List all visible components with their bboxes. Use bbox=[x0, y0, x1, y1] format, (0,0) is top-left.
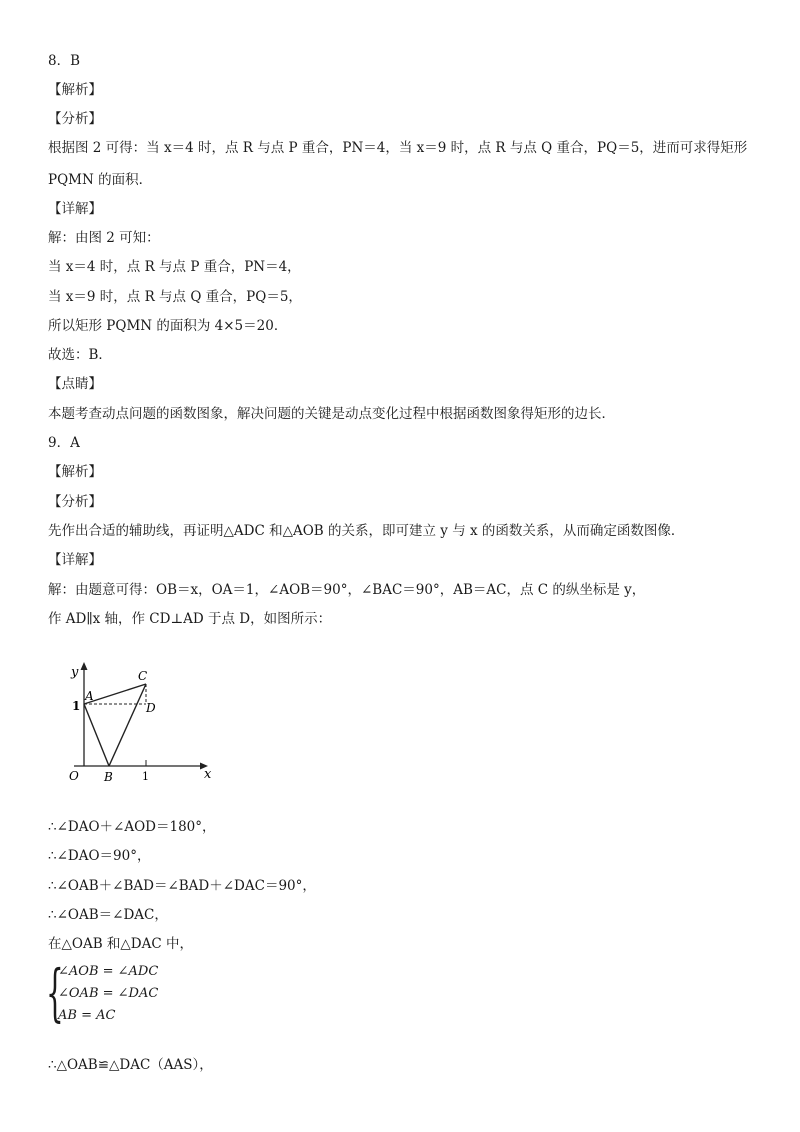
label-b: B bbox=[104, 770, 113, 784]
segment-ab bbox=[84, 704, 109, 766]
proof-step: ∴∠DAO＋∠AOD＝180°， bbox=[48, 819, 216, 835]
solution-line: 当 x＝4 时，点 R 与点 P 重合，PN＝4， bbox=[48, 259, 301, 275]
geometry-figure bbox=[62, 660, 222, 785]
proof-step: ∴∠OAB＝∠DAC， bbox=[48, 907, 168, 923]
system-line: AB = AC bbox=[58, 1008, 116, 1023]
label-o: O bbox=[69, 769, 79, 783]
section-heading: 【详解】 bbox=[48, 552, 102, 568]
solution-line: 当 x＝9 时，点 R 与点 Q 重合，PQ＝5， bbox=[48, 289, 302, 305]
comment-text: 本题考查动点问题的函数图象，解决问题的关键是动点变化过程中根据函数图象得矩形的边长． bbox=[48, 406, 615, 422]
section-heading: 【点睛】 bbox=[48, 376, 102, 392]
label-x: x bbox=[204, 767, 212, 782]
proof-step: ∴∠DAO＝90°， bbox=[48, 848, 151, 864]
solution-line: 解：由题意可得：OB＝x，OA＝1，∠AOB＝90°，∠BAC＝90°，AB＝AC，点 C 的纵坐标是 y， bbox=[48, 582, 646, 598]
label-d: D bbox=[146, 701, 156, 715]
section-heading: 【详解】 bbox=[48, 201, 102, 217]
label-y: y bbox=[71, 665, 79, 680]
label-c: C bbox=[138, 669, 148, 683]
proof-conclusion: ∴△OAB≌△DAC（AAS）， bbox=[48, 1057, 213, 1073]
analysis-text: 先作出合适的辅助线，再证明△ADC 和△AOB 的关系，即可建立 y 与 x 的函数关系，从而确定函数图像． bbox=[48, 523, 685, 539]
solution-line: 解：由图 2 可知： bbox=[48, 230, 160, 246]
section-heading: 【分析】 bbox=[48, 111, 102, 127]
y-axis-arrow bbox=[81, 662, 88, 670]
question-number: 9．A bbox=[48, 435, 80, 451]
segment-bc bbox=[109, 684, 146, 766]
proof-step: ∴∠OAB＋∠BAD＝∠BAD＋∠DAC＝90°， bbox=[48, 878, 316, 894]
section-heading: 【解析】 bbox=[48, 82, 102, 98]
question-number: 8．B bbox=[48, 53, 81, 69]
label-a: A bbox=[85, 689, 94, 703]
system-brace: { bbox=[46, 956, 64, 1029]
solution-line: 故选：B． bbox=[48, 347, 112, 363]
label-one-x: 1 bbox=[142, 770, 149, 783]
solution-line: 作 AD∥x 轴，作 CD⊥AD 于点 D，如图所示： bbox=[48, 611, 332, 627]
proof-step: 在△OAB 和△DAC 中， bbox=[48, 936, 193, 952]
analysis-text: PQMN 的面积． bbox=[48, 172, 153, 188]
analysis-text: 根据图 2 可得：当 x＝4 时，点 R 与点 P 重合，PN＝4，当 x＝9 时，点 R 与点 Q 重合，PQ＝5，进而可求得矩形 bbox=[48, 140, 748, 156]
system-line: ∠OAB = ∠DAC bbox=[58, 986, 159, 1001]
section-heading: 【解析】 bbox=[48, 464, 102, 480]
label-one-y: 1 bbox=[72, 699, 81, 713]
system-line: ∠AOB = ∠ADC bbox=[58, 964, 159, 979]
section-heading: 【分析】 bbox=[48, 494, 102, 510]
solution-line: 所以矩形 PQMN 的面积为 4×5＝20． bbox=[48, 318, 288, 334]
